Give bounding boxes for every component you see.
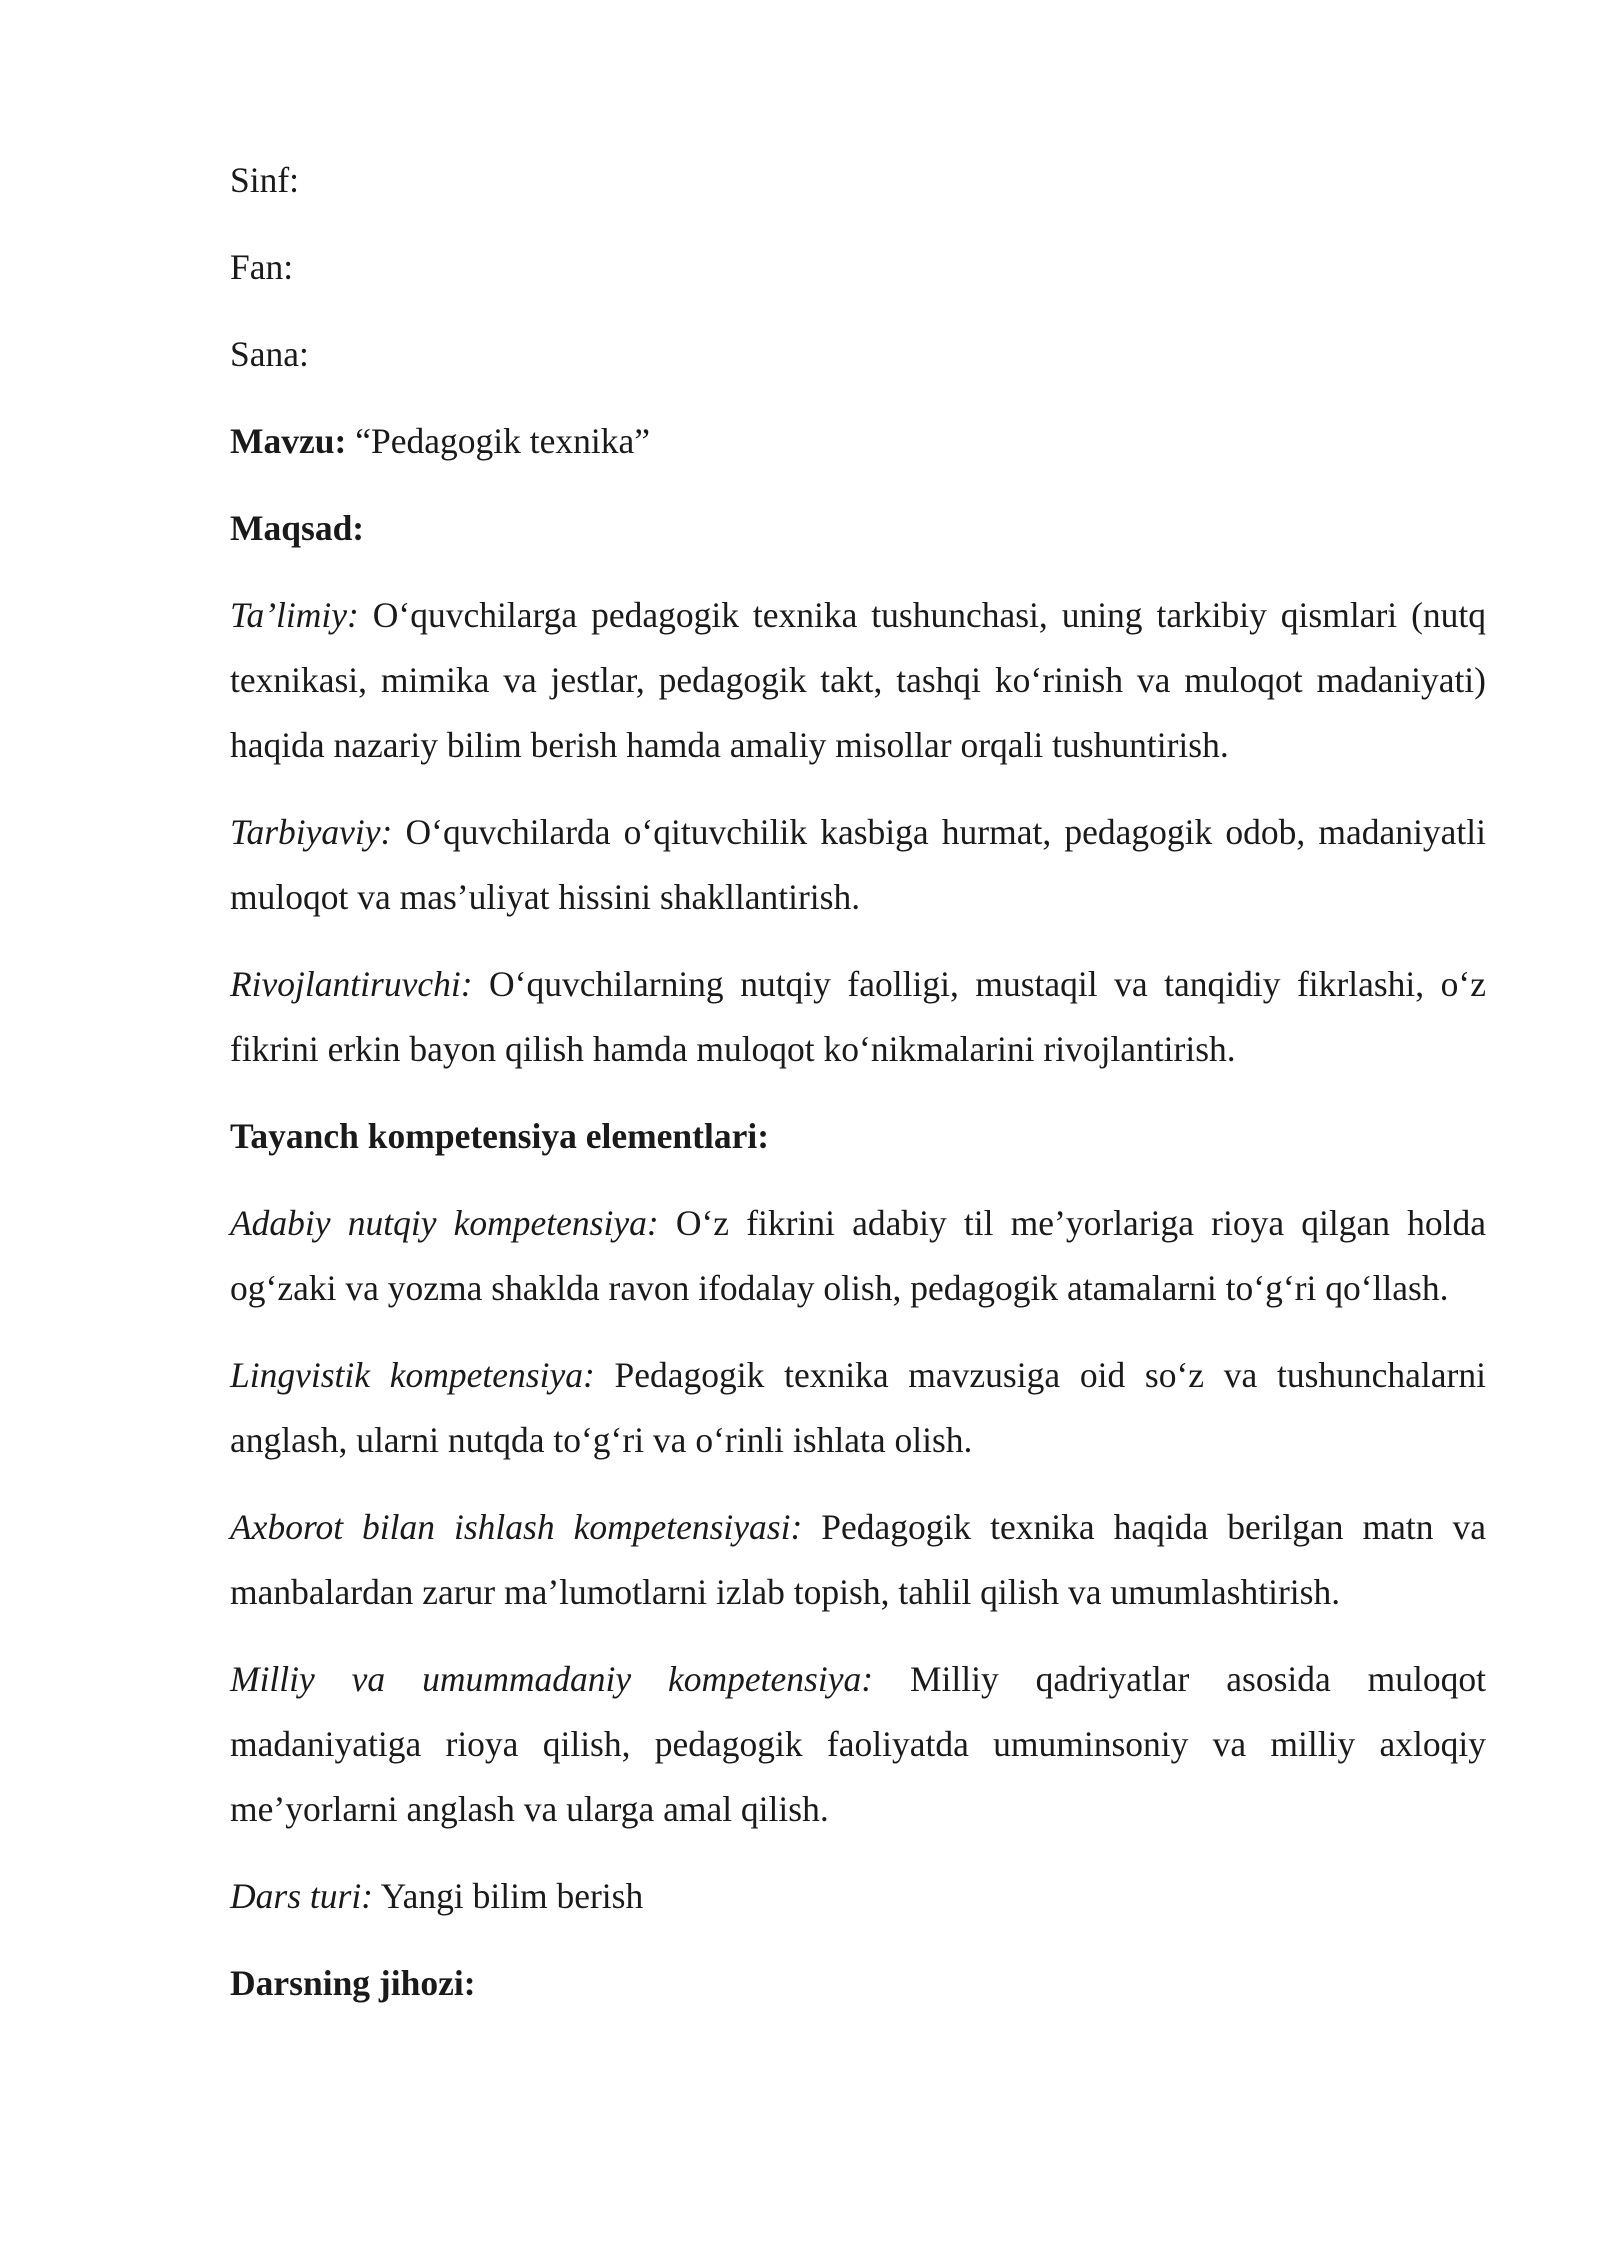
goal-educational-text: O‘quvchilarga pedagogik texnika tushunchasi, uning tarkibiy qismlari (nutq texnikasi, mimika va jestlar, pedagogik takt, tashqi ko‘rinish va muloqot madaniyati) haqida nazariy bilim berish hamda amaliy misollar orqali tushuntirish.: [230, 595, 1487, 765]
lesson-type-line: [230, 1864, 1486, 1929]
document-page: [230, 148, 1486, 2038]
goal-upbringing-text: O‘quvchilarda o‘qituvchilik kasbiga hurmat, pedagogik odob, madaniyatli muloqot va mas’uliyat hissini shakllantirish.: [230, 812, 1486, 917]
goal-developmental-label: Rivojlantiruvchi:: [230, 964, 473, 1004]
topic-label: Mavzu:: [230, 421, 347, 461]
goal-educational-label: Ta’limiy:: [230, 595, 359, 635]
lesson-type-value: Yangi bilim berish: [380, 1876, 644, 1916]
date-label: Sana:: [230, 334, 309, 374]
competency-national-cultural-label: Milliy va umummadaniy kompetensiya:: [230, 1659, 874, 1699]
competency-linguistic-text: Pedagogik texnika mavzusiga oid so‘z va tushunchalarni anglash, ularni nutqda to‘g‘ri va o‘rinli ishlata olish.: [230, 1355, 1486, 1460]
subject-line: [230, 235, 1486, 300]
topic-line: [230, 409, 1486, 474]
competency-information: [230, 1495, 1486, 1625]
grade-line: [230, 148, 1486, 213]
goal-upbringing: [230, 800, 1486, 930]
date-line: [230, 322, 1486, 387]
competency-national-cultural-text: Milliy qadriyatlar asosida muloqot madaniyatiga rioya qilish, pedagogik faoliyatda umuminsoniy va milliy axloqiy me’yorlarni anglash va ularga amal qilish.: [230, 1659, 1486, 1829]
grade-label: Sinf:: [230, 160, 300, 200]
topic-value: “Pedagogik texnika”: [355, 421, 650, 461]
competency-linguistic: [230, 1343, 1486, 1473]
competency-information-text: Pedagogik texnika haqida berilgan matn va manbalardan zarur ma’lumotlarni izlab topish, tahlil qilish va umumlashtirish.: [230, 1507, 1486, 1612]
competencies-heading: Tayanch kompetensiya elementlari:: [230, 1116, 770, 1156]
goal-upbringing-label: Tarbiyaviy:: [230, 812, 393, 852]
equipment-heading: Darsning jihozi:: [230, 1963, 476, 2003]
goal-developmental-text: O‘quvchilarning nutqiy faolligi, mustaqil va tanqidiy fikrlashi, o‘z fikrini erkin bayon qilish hamda muloqot ko‘nikmalarini rivojlantirish.: [230, 964, 1486, 1069]
competency-literary-speech: [230, 1191, 1486, 1321]
competency-literary-speech-label: Adabiy nutqiy kompetensiya:: [230, 1203, 659, 1243]
competency-national-cultural: [230, 1647, 1486, 1842]
competency-linguistic-label: Lingvistik kompetensiya:: [230, 1355, 595, 1395]
competencies-heading-line: [230, 1104, 1486, 1169]
goal-heading: Maqsad:: [230, 508, 365, 548]
subject-label: Fan:: [230, 247, 294, 287]
goal-heading-line: [230, 496, 1486, 561]
competency-literary-speech-text: O‘z fikrini adabiy til me’yorlariga rioya qilgan holda og‘zaki va yozma shaklda ravon ifodalay olish, pedagogik atamalarni to‘g‘ri qo‘llash.: [230, 1203, 1487, 1308]
goal-developmental: [230, 952, 1486, 1082]
competency-information-label: Axborot bilan ishlash kompetensiyasi:: [230, 1507, 803, 1547]
equipment-heading-line: [230, 1951, 1486, 2016]
lesson-type-label: Dars turi:: [230, 1876, 374, 1916]
goal-educational: [230, 583, 1486, 778]
